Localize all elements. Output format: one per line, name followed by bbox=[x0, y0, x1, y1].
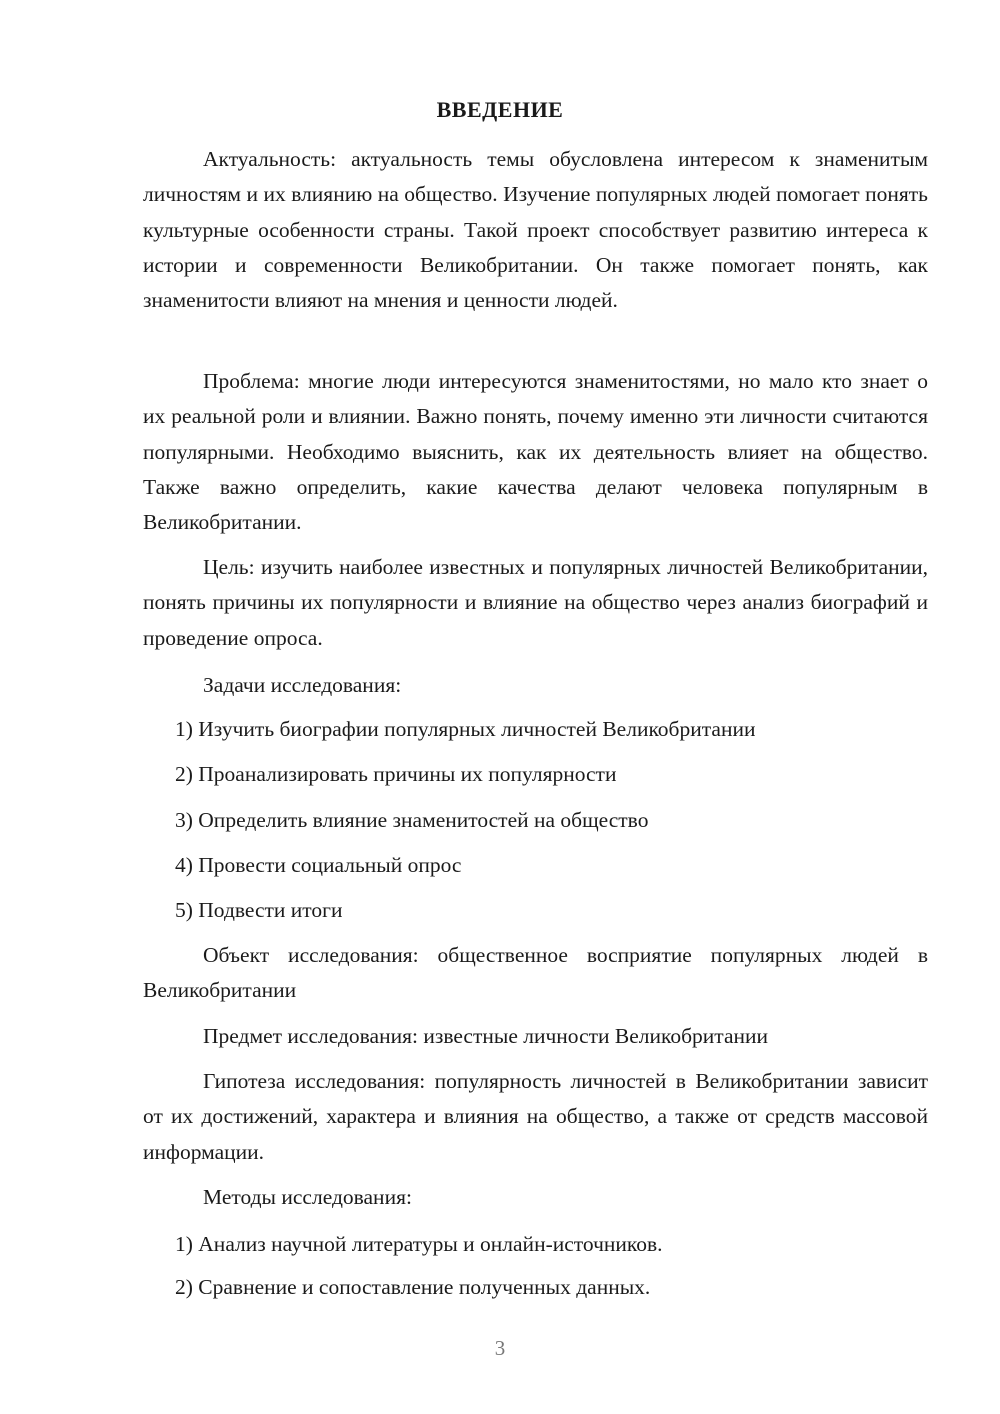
hypothesis-paragraph: Гипотеза исследования: популярность личностей в Великобритании зависит от их достижений, характера и влияния на общество, а также от средств массовой информации. bbox=[143, 1069, 928, 1164]
page-number: 3 bbox=[494, 1336, 506, 1360]
task-item: 2) Проанализировать причины их популярности bbox=[175, 762, 617, 786]
task-item: 5) Подвести итоги bbox=[175, 898, 343, 922]
task-item: 4) Провести социальный опрос bbox=[175, 853, 462, 877]
method-item: 2) Сравнение и сопоставление полученных данных. bbox=[175, 1275, 651, 1299]
tasks-heading: Задачи исследования: bbox=[203, 673, 402, 697]
object-paragraph: Объект исследования: общественное восприятие популярных людей в Великобритании bbox=[143, 943, 928, 1003]
relevance-paragraph: Актуальность: актуальность темы обусловлена интересом к знаменитым личностям и их влиянию на общество. Изучение популярных людей помогает понять культурные особенности страны. Такой проект способствует развитию интереса к истории и современности Великобритании. Он также помогает понять, как знаменитости влияют на мнения и ценности людей. bbox=[143, 147, 928, 313]
task-item: 1) Изучить биографии популярных личностей Великобритании bbox=[175, 717, 756, 741]
goal-paragraph: Цель: изучить наиболее известных и популярных личностей Великобритании, понять причины их популярности и влияние на общество через анализ биографий и проведение опроса. bbox=[143, 555, 928, 650]
subject-line: Предмет исследования: известные личности Великобритании bbox=[203, 1024, 769, 1048]
methods-heading: Методы исследования: bbox=[203, 1185, 412, 1209]
task-item: 3) Определить влияние знаменитостей на общество bbox=[175, 808, 649, 832]
page-title: ВВЕДЕНИЕ bbox=[436, 97, 564, 122]
problem-paragraph: Проблема: многие люди интересуются знаменитостями, но мало кто знает о их реальной роли и влиянии. Важно понять, почему именно эти личности считаются популярными. Необходимо выяснить, как их деятельность влияет на общество. Также важно определить, какие качества делают человека популярным в Великобритании. bbox=[143, 369, 928, 535]
method-item: 1) Анализ научной литературы и онлайн-источников. bbox=[175, 1232, 663, 1256]
